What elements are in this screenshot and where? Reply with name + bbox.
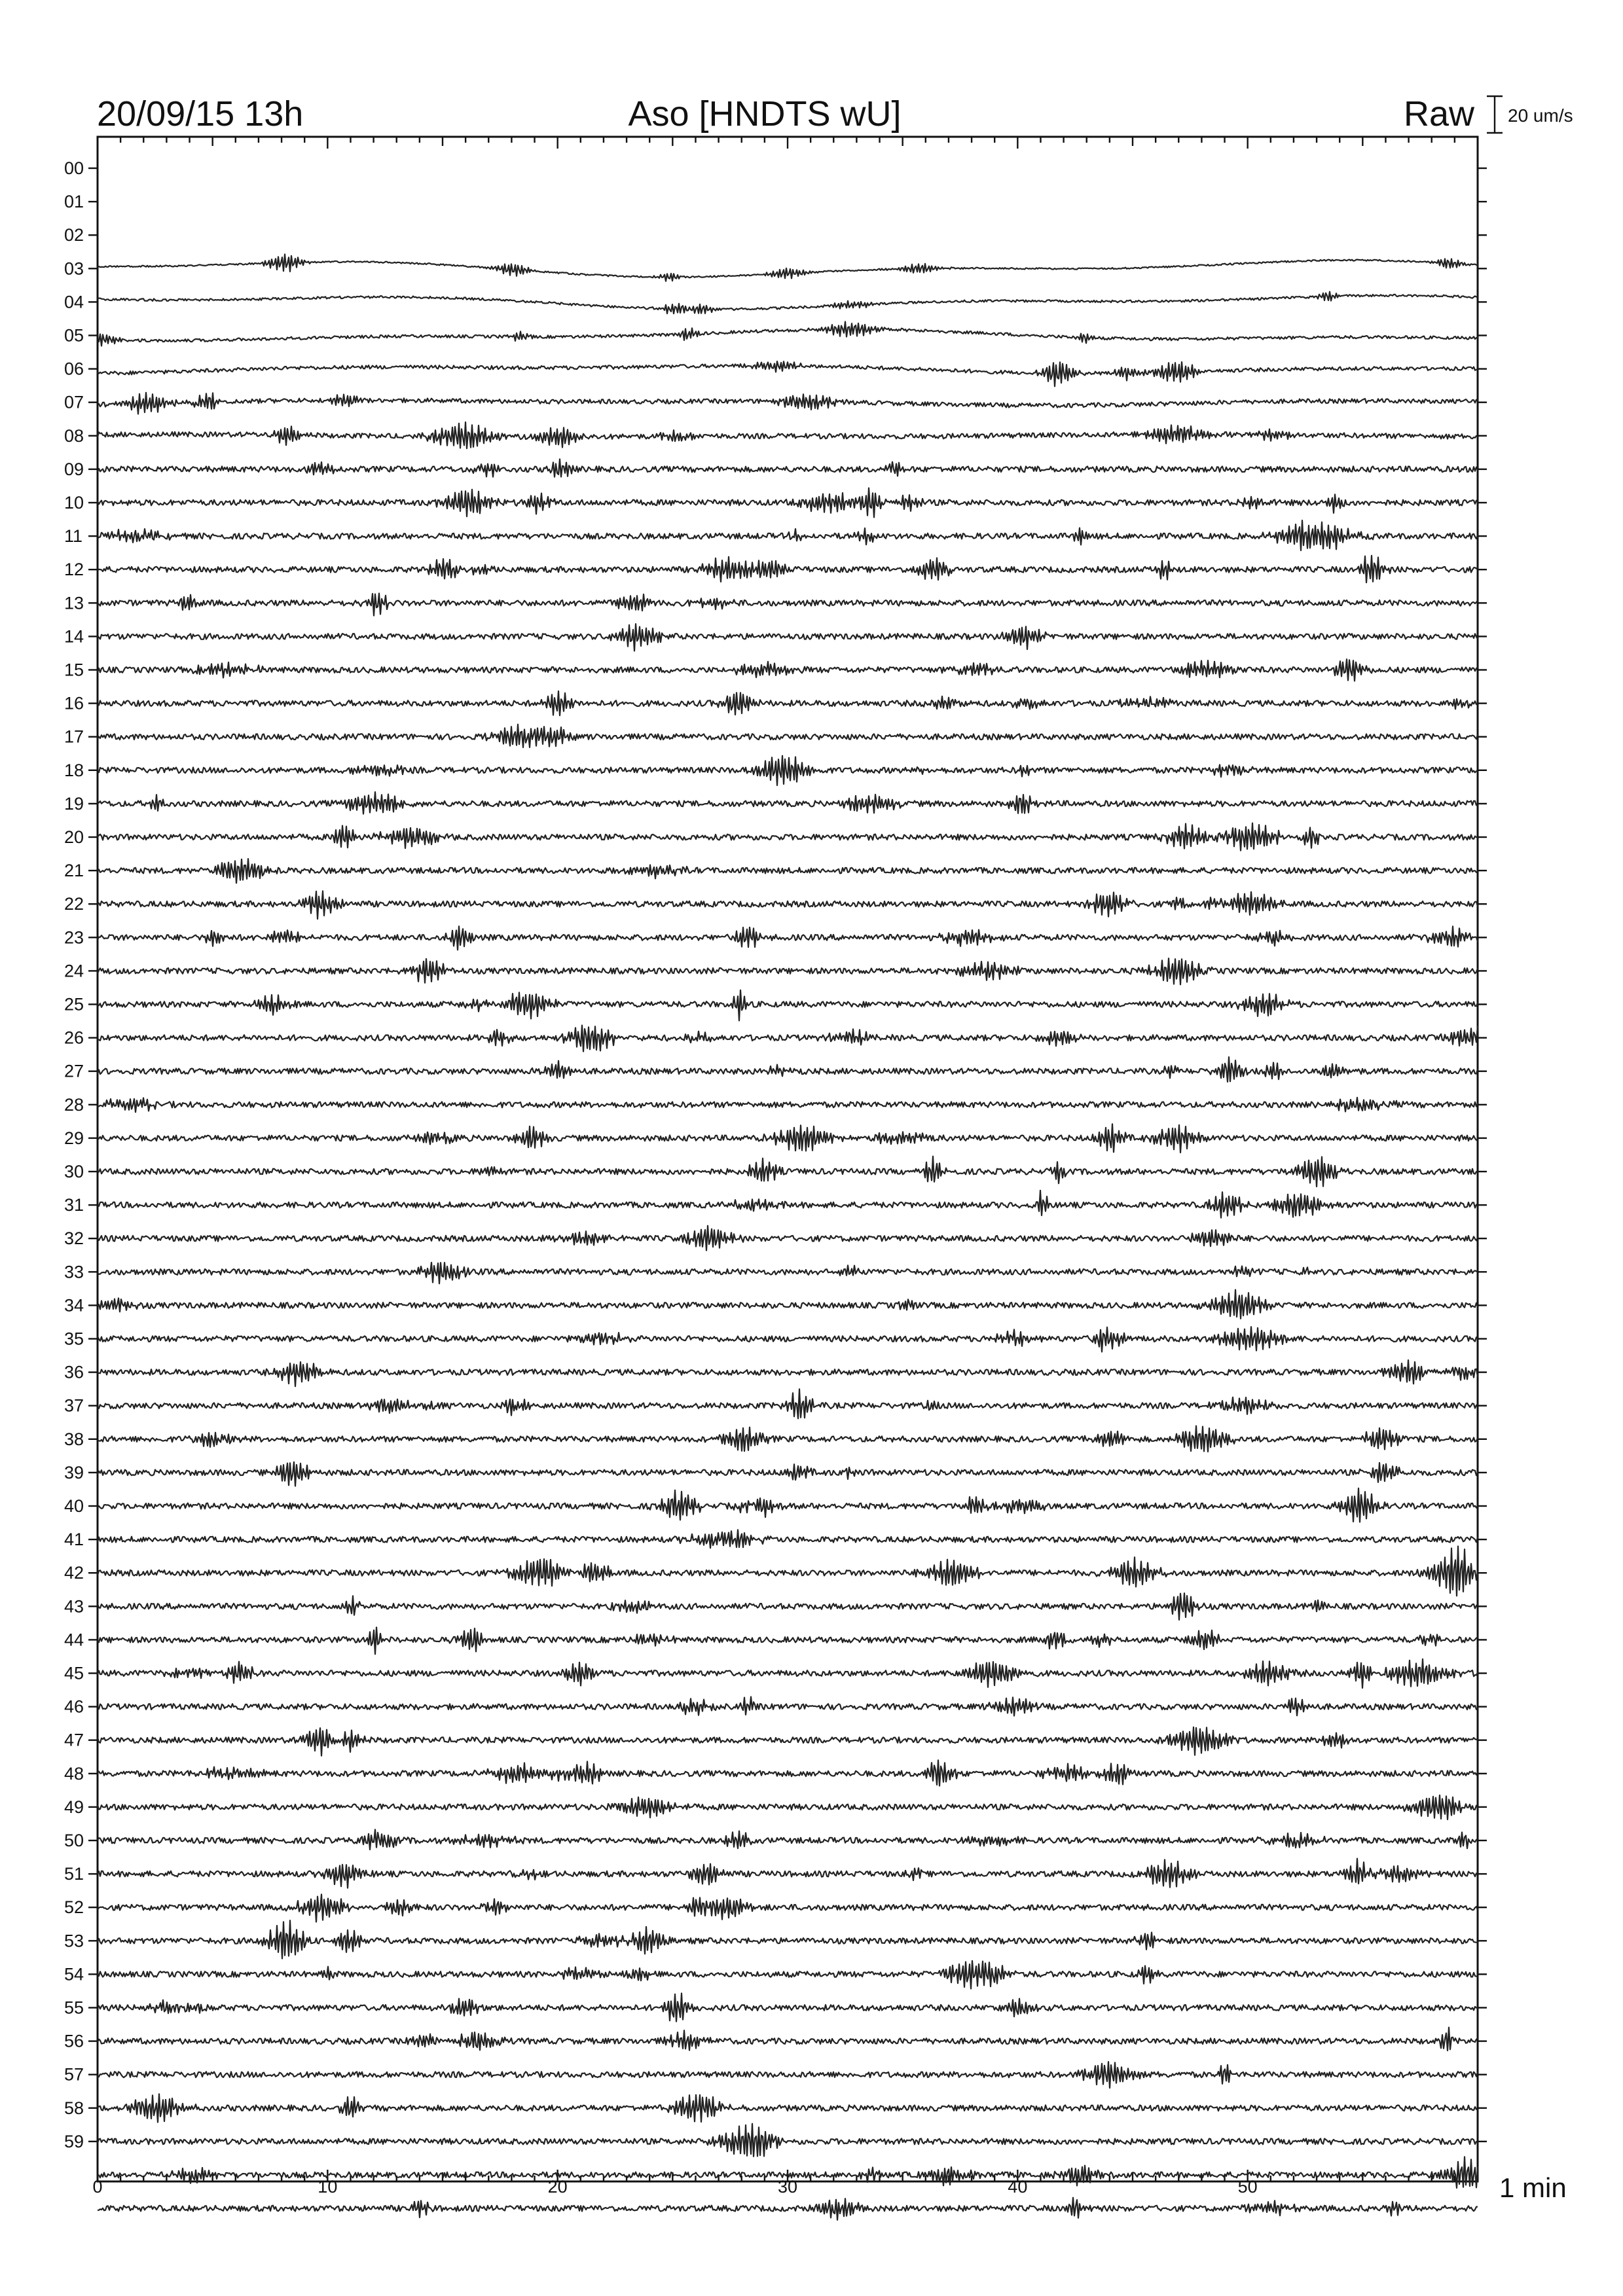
trace-line [98, 792, 1478, 814]
hour-label: 01 [64, 192, 84, 212]
amplitude-scale-label: 20 um/s [1508, 105, 1573, 126]
trace-line [98, 1226, 1478, 1251]
hour-axis [64, 158, 84, 2151]
trace-line [98, 1829, 1478, 1850]
trace-line [98, 1593, 1478, 1620]
hour-label: 02 [64, 225, 84, 245]
mode-label: Raw [1403, 94, 1474, 134]
trace-line [98, 1547, 1478, 1596]
hour-label: 27 [64, 1061, 84, 1081]
minute-tick-label: 30 [777, 2177, 798, 2197]
hour-label: 35 [64, 1329, 84, 1349]
hour-label: 52 [64, 1897, 84, 1918]
hour-label: 10 [64, 493, 84, 512]
trace-line [98, 422, 1478, 448]
hour-label: 12 [64, 560, 84, 580]
hour-label: 59 [64, 2131, 84, 2151]
trace-line [98, 1488, 1478, 1522]
trace-line [98, 1920, 1478, 1958]
hour-label: 50 [64, 1831, 84, 1850]
trace-line [98, 1994, 1478, 2022]
minute-tick-label: 40 [1008, 2177, 1028, 2197]
hour-label: 42 [64, 1563, 84, 1583]
hour-label: 29 [64, 1128, 84, 1148]
hour-label: 49 [64, 1797, 84, 1817]
trace-line [98, 1191, 1478, 1218]
hour-label: 32 [64, 1229, 84, 1249]
hour-label: 37 [64, 1395, 84, 1416]
hour-label: 31 [64, 1195, 84, 1215]
trace-line [98, 891, 1478, 919]
hour-label: 25 [64, 994, 84, 1014]
trace-line [98, 2198, 1478, 2220]
hour-label: 34 [64, 1295, 84, 1316]
trace-line [98, 488, 1478, 518]
trace-group [98, 255, 1478, 2220]
trace-line [98, 859, 1478, 883]
hour-label: 00 [64, 158, 84, 178]
datetime-label: 20/09/15 13h [97, 94, 304, 134]
hour-label: 56 [64, 2031, 84, 2051]
trace-line [98, 292, 1478, 314]
hour-label: 40 [64, 1496, 84, 1516]
trace-line [98, 990, 1478, 1021]
trace-line [98, 1360, 1478, 1386]
hour-label: 26 [64, 1028, 84, 1048]
hour-label: 06 [64, 359, 84, 379]
hour-ticks [88, 168, 1487, 2142]
trace-line [98, 1426, 1478, 1452]
hour-label: 44 [64, 1630, 84, 1650]
trace-line [98, 1057, 1478, 1082]
hour-label: 14 [64, 626, 84, 647]
hour-label: 33 [64, 1262, 84, 1282]
amplitude-scale-bar [1487, 96, 1503, 133]
hour-label: 16 [64, 693, 84, 713]
trace-line [98, 520, 1478, 550]
trace-line [98, 958, 1478, 984]
hour-label: 28 [64, 1094, 84, 1115]
hour-label: 41 [64, 1530, 84, 1550]
hour-label: 46 [64, 1696, 84, 1717]
hour-label: 57 [64, 2064, 84, 2085]
hour-label: 04 [64, 292, 84, 312]
trace-line [98, 1389, 1478, 1418]
trace-line [98, 594, 1478, 616]
trace-line [98, 2028, 1478, 2051]
trace-line [98, 393, 1478, 414]
minute-tick-label: 50 [1237, 2177, 1258, 2197]
minute-tick-label: 0 [92, 2177, 103, 2197]
trace-line [98, 1727, 1478, 1756]
trace-line [98, 1462, 1478, 1486]
hour-label: 23 [64, 927, 84, 948]
hour-label: 13 [64, 593, 84, 613]
hour-label: 21 [64, 861, 84, 881]
trace-line [98, 2062, 1478, 2088]
trace-line [98, 1026, 1478, 1052]
hour-label: 08 [64, 425, 84, 446]
trace-line [98, 255, 1478, 281]
trace-line [98, 1659, 1478, 1688]
hour-label: 53 [64, 1931, 84, 1951]
trace-line [98, 1760, 1478, 1785]
hour-label: 43 [64, 1596, 84, 1617]
hour-label: 54 [64, 1964, 84, 1984]
trace-line [98, 624, 1478, 651]
hour-label: 45 [64, 1663, 84, 1683]
hour-label: 38 [64, 1429, 84, 1449]
trace-line [98, 756, 1478, 785]
trace-line [98, 725, 1478, 747]
trace-line [98, 1290, 1478, 1319]
minute-tick-label: 10 [318, 2177, 338, 2197]
hour-label: 58 [64, 2098, 84, 2118]
trace-line [98, 556, 1478, 583]
trace-line [98, 1961, 1478, 1989]
trace-line [98, 1124, 1478, 1153]
trace-line [98, 1894, 1478, 1922]
trace-line [98, 1327, 1478, 1352]
hour-label: 07 [64, 392, 84, 412]
trace-line [98, 659, 1478, 681]
trace-line [98, 691, 1478, 715]
trace-line [98, 1859, 1478, 1888]
trace-line [98, 1263, 1478, 1283]
hour-label: 36 [64, 1362, 84, 1382]
hour-label: 11 [64, 526, 83, 547]
hour-label: 03 [64, 259, 84, 279]
trace-line [98, 459, 1478, 477]
station-title: Aso [HNDTS wU] [628, 94, 902, 134]
minute-tick-label: 20 [547, 2177, 568, 2197]
hour-label: 18 [64, 760, 84, 780]
hour-label: 51 [64, 1864, 84, 1884]
trace-line [98, 1627, 1478, 1654]
trace-line [98, 1157, 1478, 1187]
hour-label: 20 [64, 827, 84, 847]
hour-label: 24 [64, 961, 84, 981]
hour-label: 05 [64, 325, 84, 346]
hour-label: 09 [64, 459, 84, 479]
trace-line [98, 1795, 1478, 1820]
trace-line [98, 1098, 1478, 1112]
trace-line [98, 823, 1478, 851]
hour-label: 17 [64, 726, 84, 747]
hour-label: 19 [64, 793, 84, 814]
trace-line [98, 2124, 1478, 2157]
trace-line [98, 1697, 1478, 1716]
hour-label: 48 [64, 1763, 84, 1784]
trace-line [98, 1530, 1478, 1548]
hour-label: 22 [64, 894, 84, 914]
trace-line [98, 926, 1478, 950]
hour-label: 15 [64, 660, 84, 680]
trace-line [98, 322, 1478, 346]
trace-line [98, 361, 1478, 386]
time-unit-label: 1 min [1499, 2172, 1567, 2203]
hour-label: 47 [64, 1730, 84, 1750]
hour-label: 39 [64, 1462, 84, 1482]
trace-line [98, 2094, 1478, 2122]
hour-label: 55 [64, 1998, 84, 2018]
hour-label: 30 [64, 1162, 84, 1181]
